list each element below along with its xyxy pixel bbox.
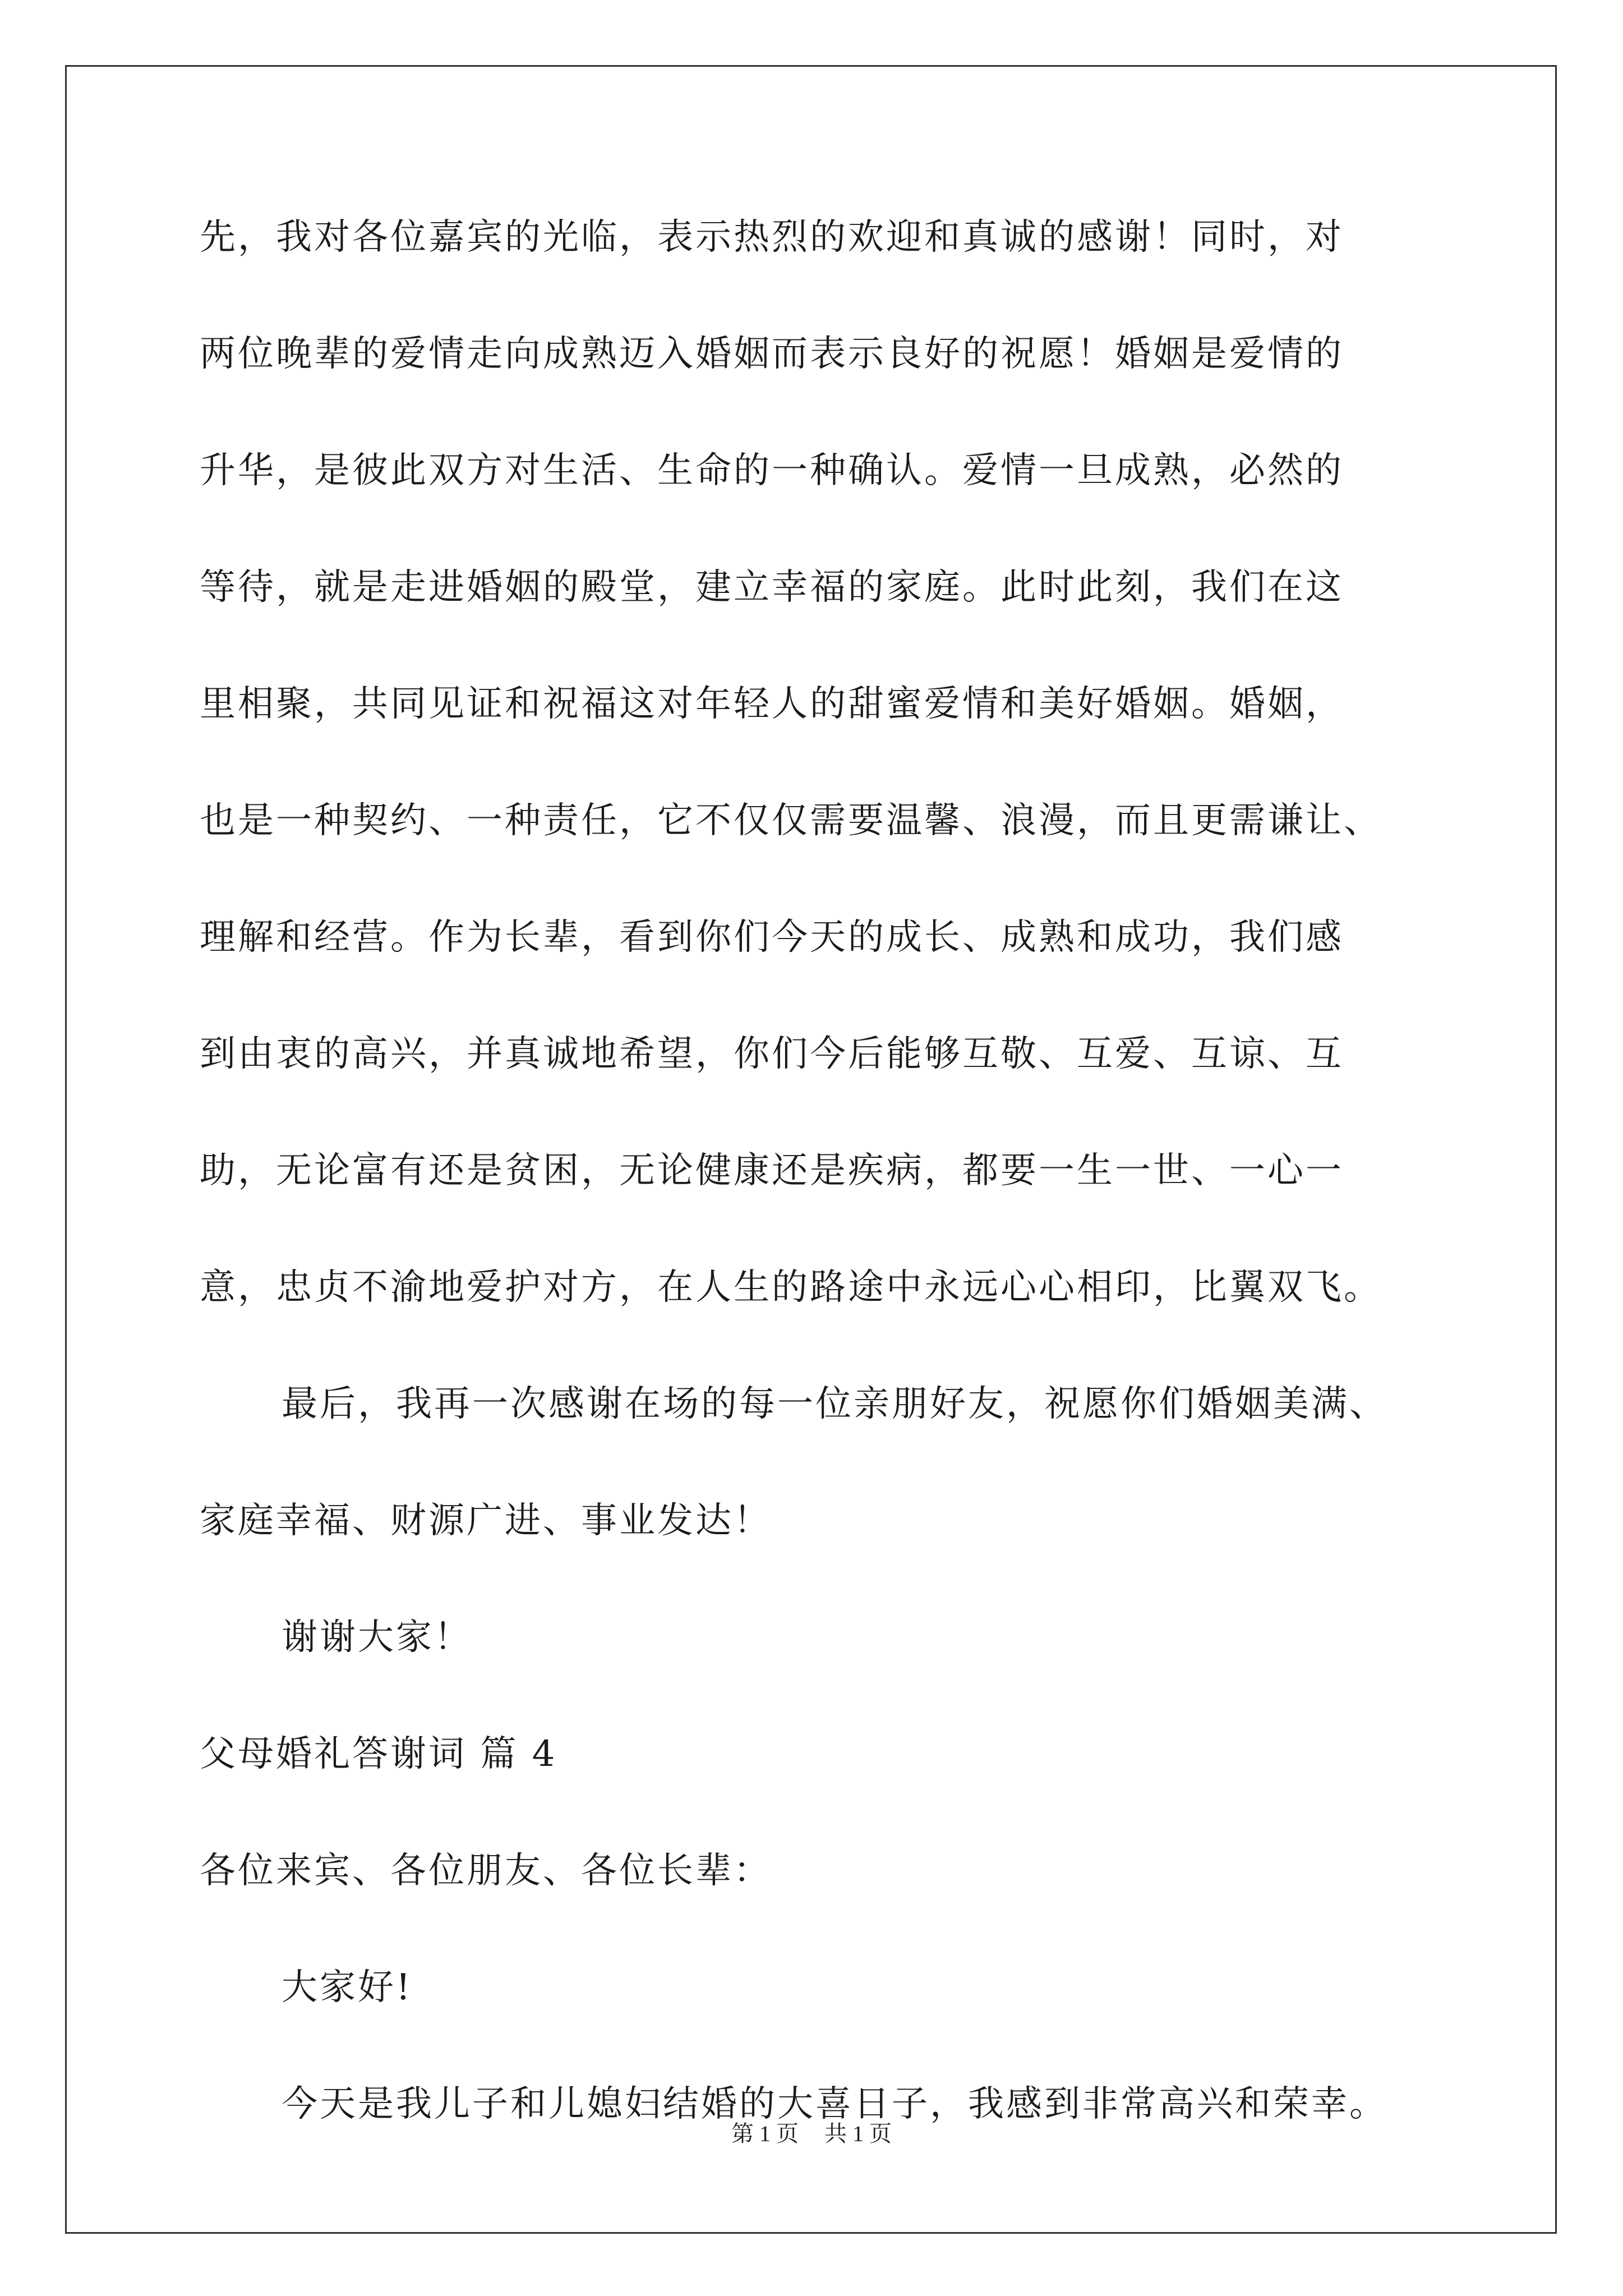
greeting: 大家好! (282, 1967, 413, 2008)
body-line: 两位晚辈的爱情走向成熟迈入婚姻而表示良好的祝愿！婚姻是爱情的 (200, 333, 1344, 375)
body-line: 先，我对各位嘉宾的光临，表示热烈的欢迎和真诚的感谢！同时，对 (200, 217, 1344, 258)
body-line: 今天是我儿子和儿媳妇结婚的大喜日子，我感到非常高兴和荣幸。 (282, 2083, 1387, 2125)
document-body (200, 218, 1433, 2201)
page-total: 共 1 页 (824, 2121, 892, 2146)
page-footer (0, 2120, 1623, 2147)
body-line: 升华，是彼此双方对生活、生命的一种确认。爱情一旦成熟，必然的 (200, 450, 1344, 491)
body-line: 里相聚，共同见证和祝福这对年轻人的甜蜜爱情和美好婚姻。婚姻， (200, 683, 1344, 725)
body-line: 也是一种契约、一种责任，它不仅仅需要温馨、浪漫，而且更需谦让、 (200, 800, 1382, 841)
body-line: 到由衷的高兴，并真诚地希望，你们今后能够互敬、互爱、互谅、互 (200, 1033, 1344, 1075)
section-heading: 父母婚礼答谢词 篇 4 (200, 1733, 557, 1775)
paragraph-closing-thanks: 最后，我再一次感谢在场的每一位亲朋好友，祝愿你们婚姻美满、 (282, 1383, 1387, 1425)
thank-you-line: 谢谢大家！ (282, 1617, 472, 1658)
page-number: 第 1 页 (731, 2121, 799, 2146)
body-line: 等待，就是走进婚姻的殿堂，建立幸福的家庭。此时此刻，我们在这 (200, 567, 1344, 608)
salutation: 各位来宾、各位朋友、各位长辈： (200, 1850, 772, 1892)
body-line: 家庭幸福、财源广进、事业发达！ (200, 1500, 772, 1542)
body-line: 助，无论富有还是贫困，无论健康还是疾病，都要一生一世、一心一 (200, 1150, 1344, 1191)
body-line: 理解和经营。作为长辈，看到你们今天的成长、成熟和成功，我们感 (200, 917, 1344, 958)
body-line: 意，忠贞不渝地爱护对方，在人生的路途中永远心心相印，比翼双飞。 (200, 1267, 1382, 1308)
